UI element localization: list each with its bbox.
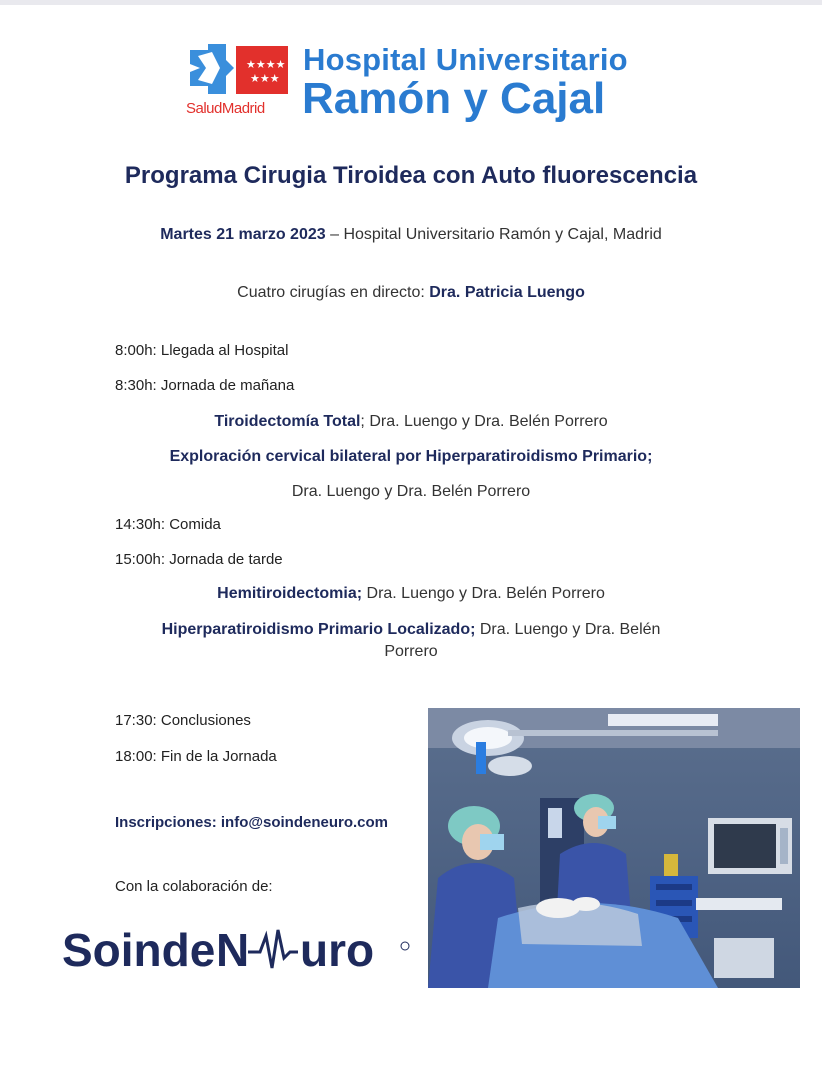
hospital-logo xyxy=(186,42,646,122)
event-date: Martes 21 marzo 2023 xyxy=(160,226,326,243)
sponsor-part1: Soinde xyxy=(62,924,216,976)
operating-room-photo xyxy=(428,708,800,988)
program-title: Programa Cirugia Tiroidea con Auto fluorescencia xyxy=(124,162,698,189)
schedule-arrival: 8:00h: Llegada al Hospital xyxy=(115,342,289,359)
surgery-1 xyxy=(0,413,822,431)
hospital-name-line1: Hospital Universitario xyxy=(303,42,628,77)
surgery-2 xyxy=(0,448,822,466)
svg-text:★★★: ★★★ xyxy=(250,72,280,85)
surgery-2-docs: Dra. Luengo y Dra. Belén Porrero xyxy=(291,483,531,500)
surgery-2-name: Exploración cervical bilateral por Hiperparatiroidismo Primario; xyxy=(169,448,653,465)
collaboration-label: Con la colaboración de: xyxy=(115,878,273,895)
surgery-4-name: Hiperparatiroidismo Primario Localizado; xyxy=(161,621,476,638)
schedule-lunch: 14:30h: Comida xyxy=(115,516,221,533)
live-doctor: Dra. Patricia Luengo xyxy=(429,284,585,301)
soindeneuro-logo xyxy=(62,918,422,978)
surgery-1-name: Tiroidectomía Total xyxy=(214,413,361,430)
surgery-3-name: Hemitiroidectomia; xyxy=(217,585,363,602)
surgery-4-docs: Dra. Luengo y Dra. Belén xyxy=(475,621,661,638)
surgery-1-docs: ; Dra. Luengo y Dra. Belén Porrero xyxy=(360,413,608,430)
registration-email: Inscripciones: info@soindeneuro.com xyxy=(115,814,388,831)
surgery-4-docs-cont: Porrero xyxy=(384,643,438,660)
schedule-afternoon: 15:00h: Jornada de tarde xyxy=(115,551,283,568)
sponsor-part2: N xyxy=(216,924,250,976)
live-prefix: Cuatro cirugías en directo: xyxy=(237,284,430,301)
top-bar xyxy=(0,0,822,5)
hospital-name-line2: Ramón y Cajal xyxy=(302,74,606,123)
surgery-3-docs: Dra. Luengo y Dra. Belén Porrero xyxy=(362,585,605,602)
surgery-4 xyxy=(0,621,822,639)
event-location: – Hospital Universitario Ramón y Cajal, Madrid xyxy=(325,226,662,243)
live-surgeries-line xyxy=(0,284,822,302)
sponsor-part3: uro xyxy=(300,924,375,976)
surgery-3 xyxy=(0,585,822,603)
heartbeat-line-icon xyxy=(248,930,298,968)
registered-mark-icon xyxy=(401,942,409,950)
schedule-conclusions: 17:30: Conclusiones xyxy=(115,712,251,729)
salud-madrid-label: SaludMadrid xyxy=(186,100,265,117)
schedule-morning: 8:30h: Jornada de mañana xyxy=(115,377,295,394)
svg-text:★★★★: ★★★★ xyxy=(246,58,286,71)
date-location-line xyxy=(0,226,822,244)
schedule-end: 18:00: Fin de la Jornada xyxy=(115,748,277,765)
